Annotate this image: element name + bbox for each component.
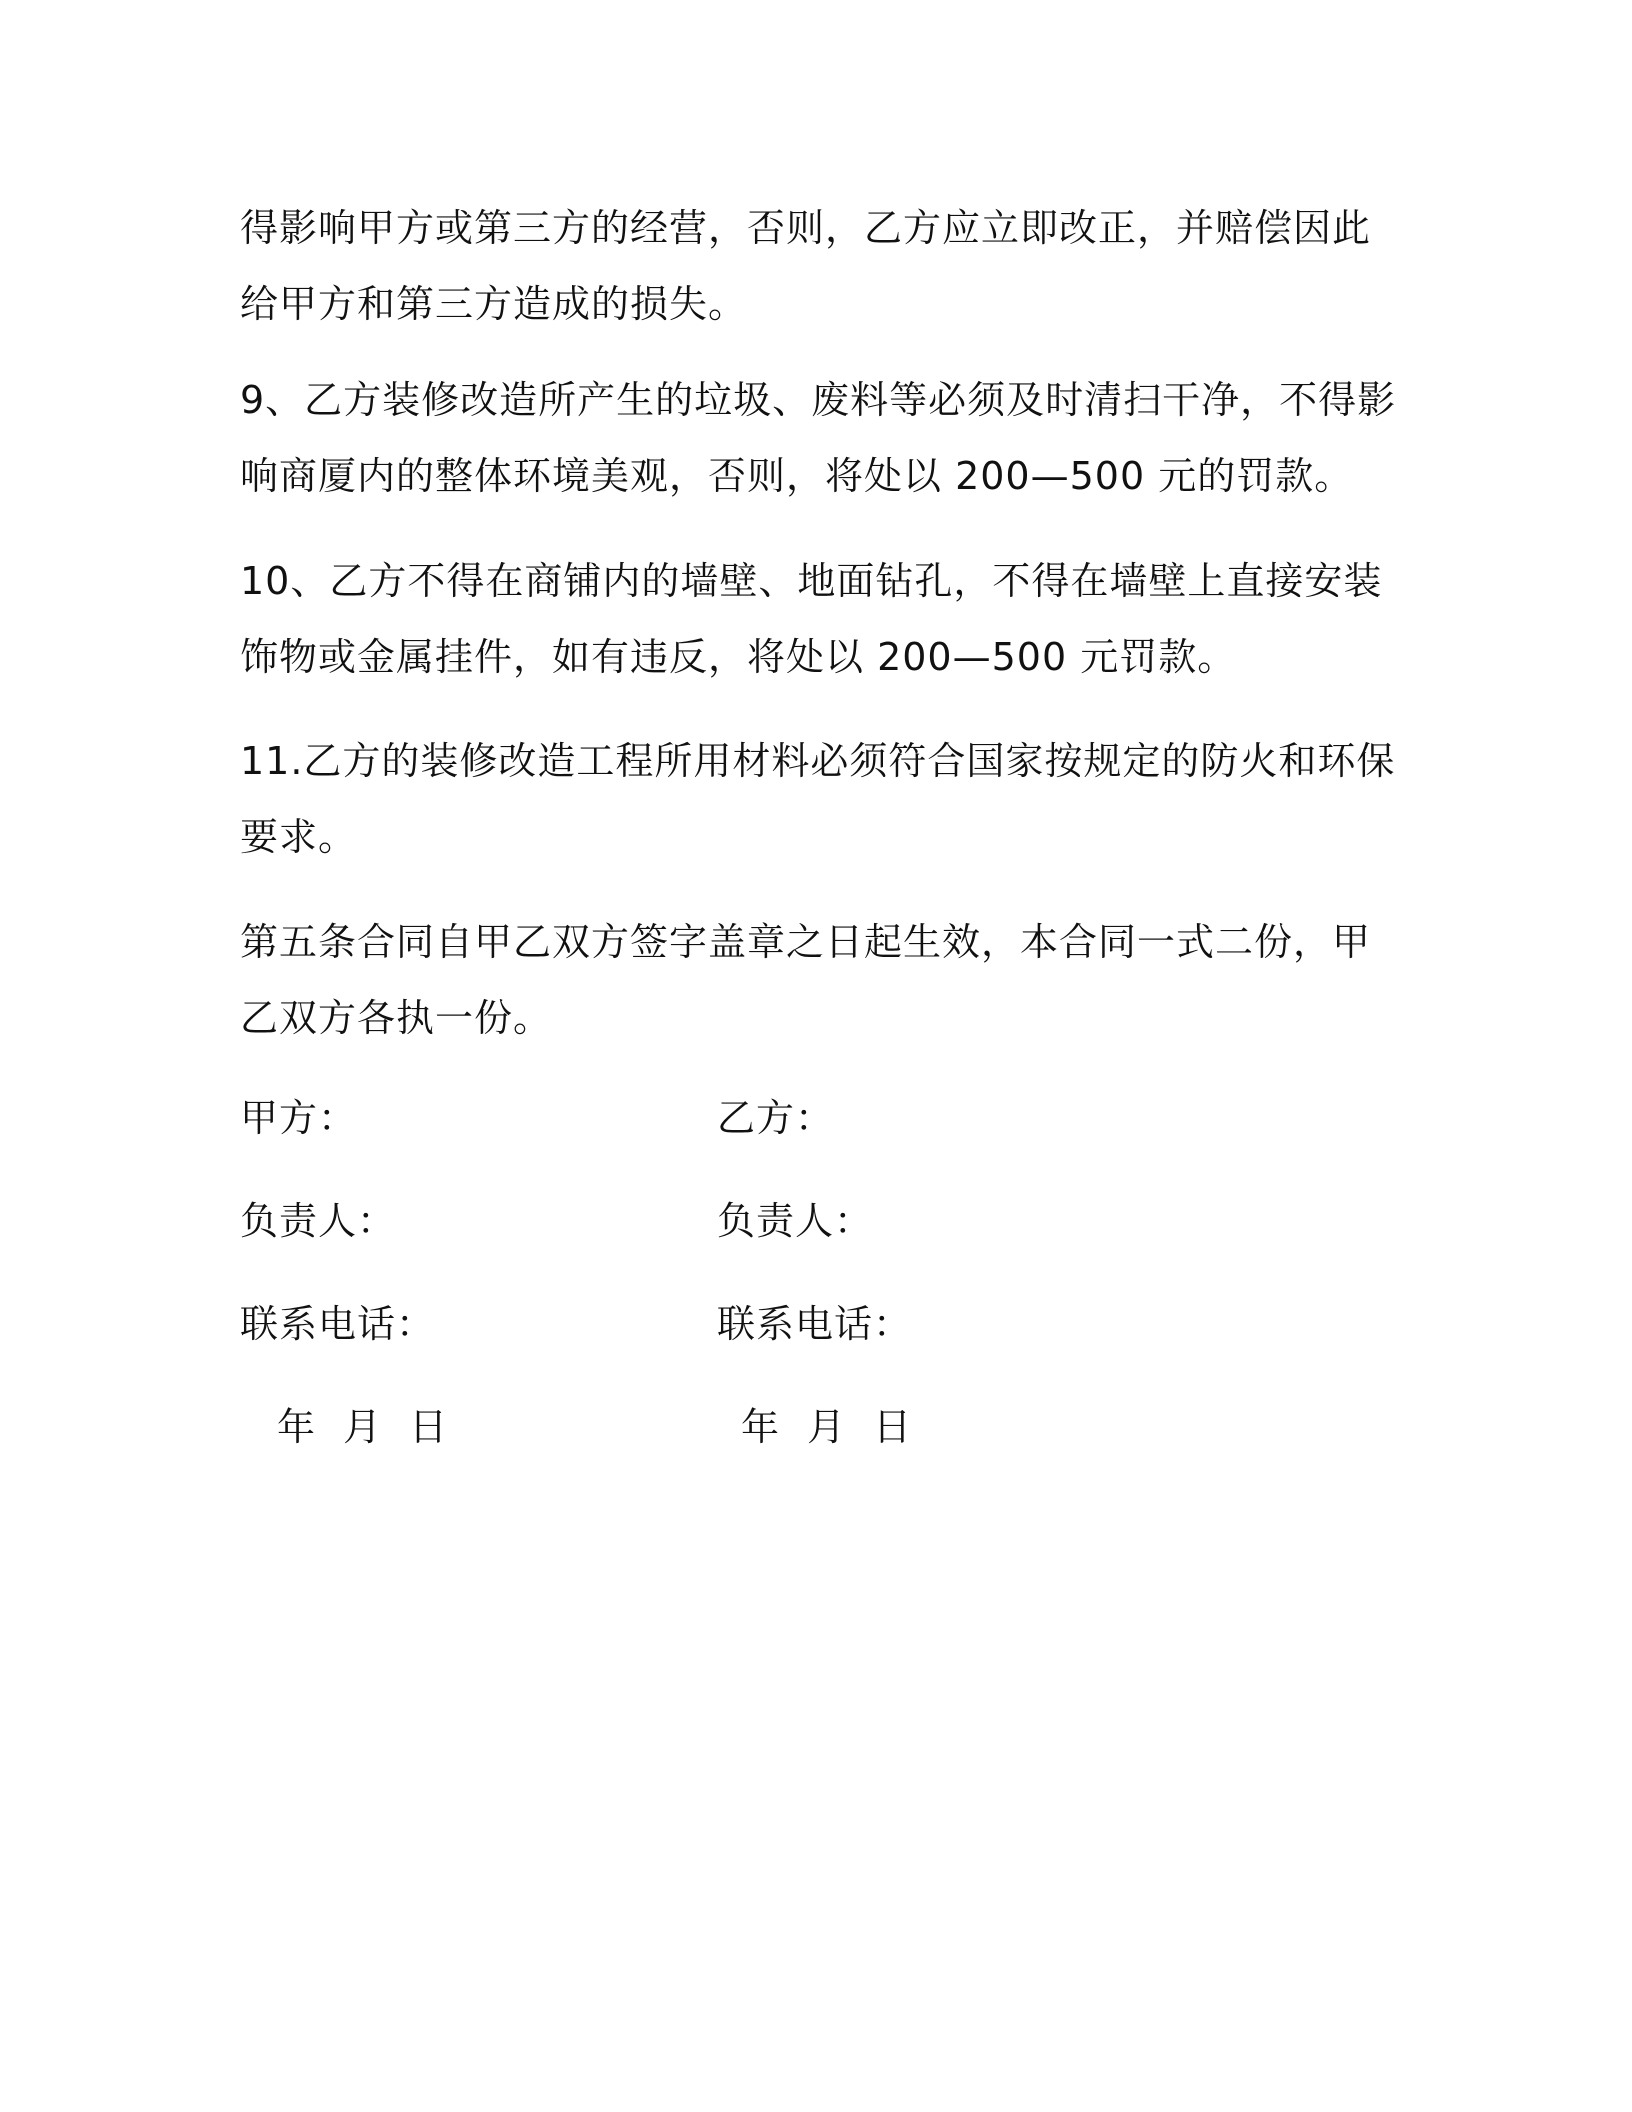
responsible-person-a-label: 负责人： bbox=[240, 1199, 397, 1243]
paragraph-clause-10: 10、乙方不得在商铺内的墙壁、地面钻孔，不得在墙壁上直接安装饰物或金属挂件，如有违反，将处以 200—500 元罚款。 bbox=[240, 559, 1383, 679]
date-b: 年 月 日 bbox=[741, 1405, 913, 1449]
phone-a-label: 联系电话： bbox=[240, 1302, 436, 1346]
date-a: 年 月 日 bbox=[277, 1405, 449, 1449]
paragraph-clause-8-continued: 得影响甲方或第三方的经营，否则，乙方应立即改正，并赔偿因此给甲方和第三方造成的损失。 bbox=[240, 206, 1372, 326]
party-b-label: 乙方： bbox=[717, 1096, 835, 1140]
paragraph-clause-11: 11.乙方的装修改造工程所用材料必须符合国家按规定的防火和环保要求。 bbox=[240, 739, 1396, 859]
party-a-label: 甲方： bbox=[240, 1096, 358, 1140]
paragraph-article-5: 第五条合同自甲乙双方签字盖章之日起生效，本合同一式二份，甲乙双方各执一份。 bbox=[240, 920, 1372, 1040]
phone-b-label: 联系电话： bbox=[717, 1302, 913, 1346]
paragraph-clause-9: 9、乙方装修改造所产生的垃圾、废料等必须及时清扫干净，不得影响商厦内的整体环境美观，否则，将处以 200—500 元的罚款。 bbox=[240, 378, 1397, 498]
responsible-person-b-label: 负责人： bbox=[717, 1199, 874, 1243]
